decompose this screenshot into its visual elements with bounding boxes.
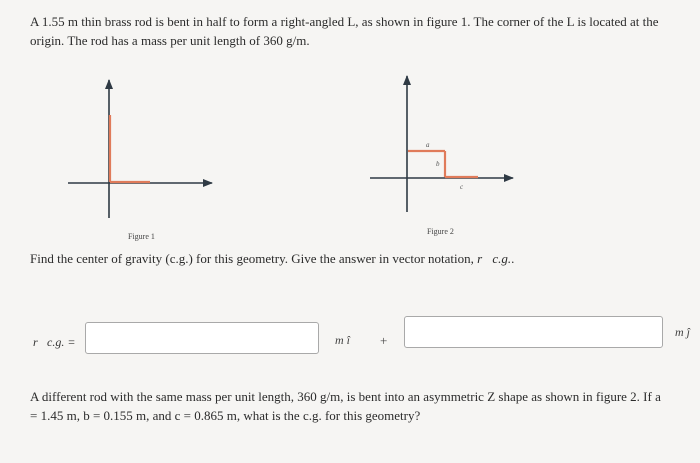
x-component-input[interactable] — [85, 322, 319, 354]
instruction-text: Find the center of gravity (c.g.) for this geometry. Give the answer in vector notation, r⃗c.g.. — [30, 251, 515, 266]
figure-1 — [68, 80, 212, 218]
figure2-label-a: a — [426, 141, 430, 149]
problem-statement: A 1.55 m thin brass rod is bent in half to form a right-angled L, as shown in figure 1. The corner of the L is located at the origin. The rod has a mass per unit length of 360 g/m. — [30, 14, 659, 48]
plus-sign: + — [380, 333, 388, 348]
figure1-caption: Figure 1 — [128, 232, 155, 241]
x-unit-label: m î — [335, 333, 350, 347]
part2-statement: A different rod with the same mass per unit length, 360 g/m, is bent into an asymmetric Z shape as shown in figure 2. If a = 1.45 m, b = 0.155 m, and c = 0.865 m, what is the c.g. for this geometry? — [30, 389, 661, 423]
instruction-body: Find the center of gravity (c.g.) for this geometry. Give the answer in vector notation, — [30, 251, 478, 266]
y-unit-label: m ĵ — [675, 325, 690, 339]
figure2-caption: Figure 2 — [427, 227, 454, 236]
vector-symbol: r⃗c.g. — [477, 251, 512, 266]
r-cg-label: r⃗c.g. = — [33, 335, 76, 349]
answer-row — [0, 310, 700, 360]
figure2-label-c: c — [460, 183, 464, 191]
figure-2 — [370, 76, 513, 212]
y-component-input[interactable] — [404, 316, 663, 348]
figure2-label-b: b — [436, 160, 440, 168]
